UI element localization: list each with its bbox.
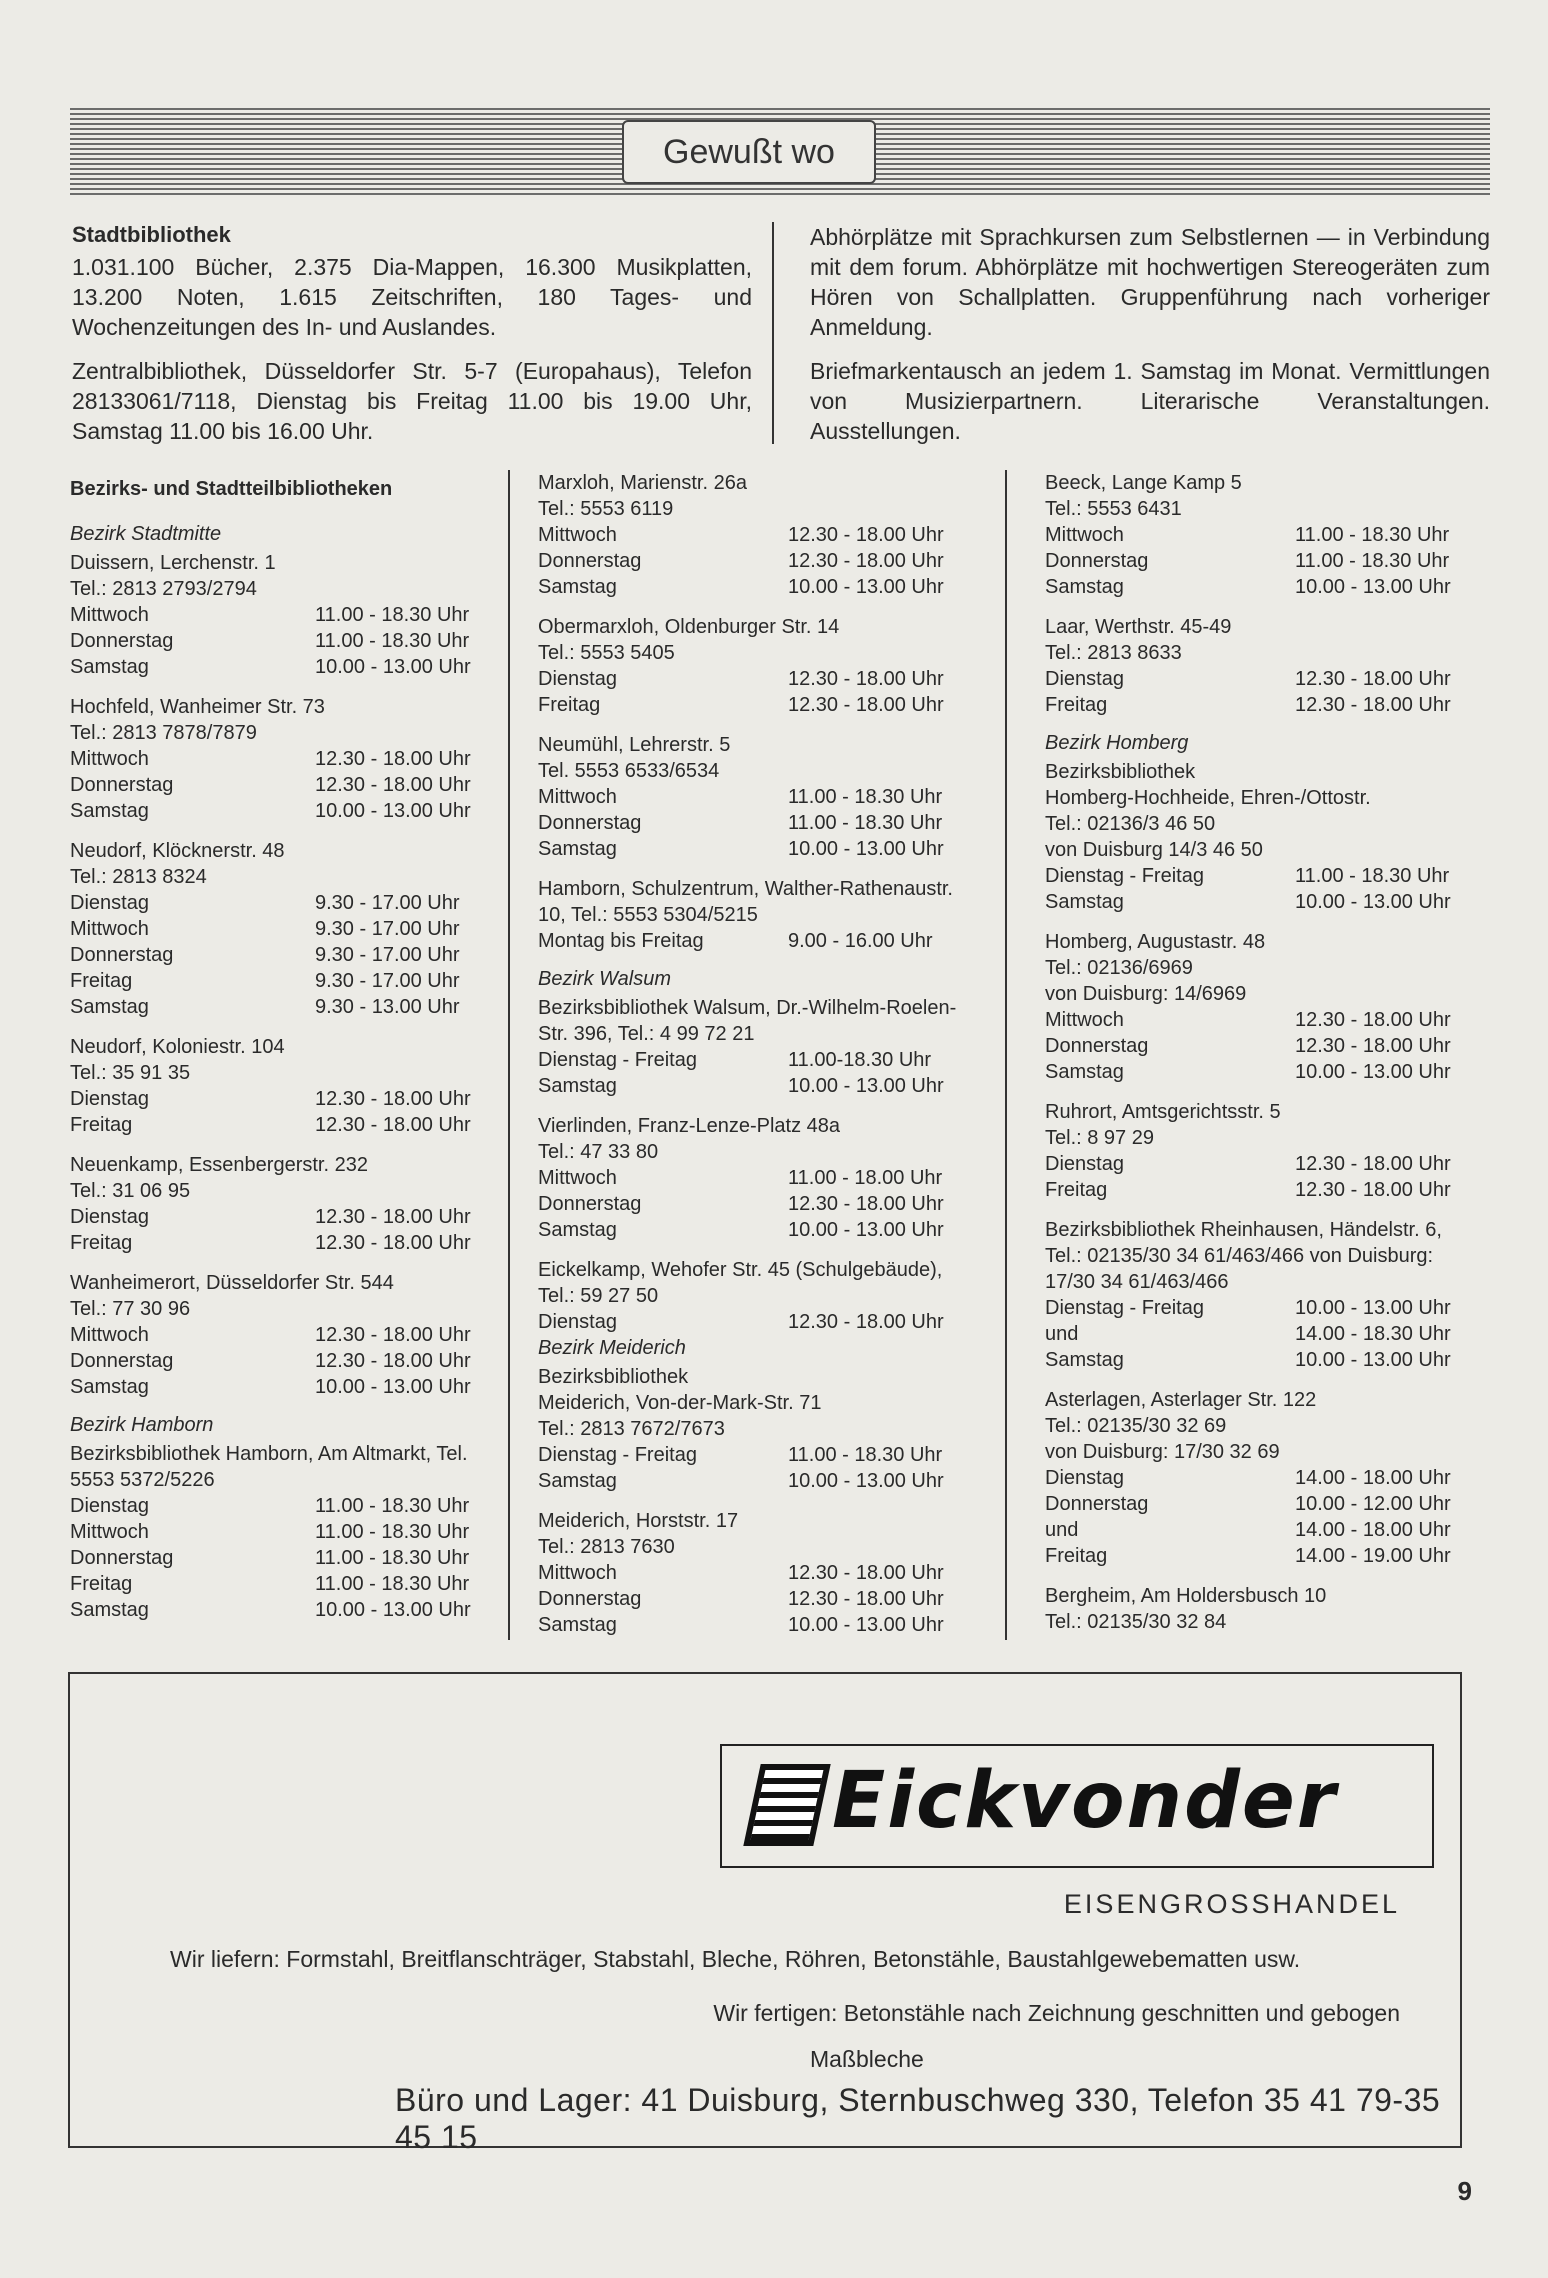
schedule-hours: 14.00 - 18.00 Uhr [1295, 1519, 1451, 1541]
schedule-row [538, 1586, 968, 1612]
schedule-day: Donnerstag [538, 812, 642, 834]
schedule-hours: 10.00 - 13.00 Uhr [1295, 1349, 1451, 1371]
schedule-row [538, 1165, 968, 1191]
schedule-day: Donnerstag [538, 1193, 642, 1215]
schedule-hours: 12.30 - 18.00 Uhr [1295, 1179, 1451, 1201]
stadtbibliothek-holdings: 1.031.100 Bücher, 2.375 Dia-Mappen, 16.300 Musikplatten, 13.200 Noten, 1.615 Zeitschriften, 180 Tages- und Wochenzeitungen des In- und Auslandes. [72, 254, 752, 340]
schedule-day: Samstag [1045, 576, 1124, 598]
company-subtitle: EISENGROSSHANDEL [1063, 1889, 1400, 1919]
schedule-row [538, 548, 968, 574]
library-column-2 [538, 470, 968, 1652]
schedule-hours: 12.30 - 18.00 Uhr [788, 694, 944, 716]
schedule-hours: 11.00 - 18.00 Uhr [788, 1167, 943, 1189]
schedule-hours: 9.30 - 17.00 Uhr [315, 944, 460, 966]
schedule-row [70, 798, 495, 824]
entry-address-line: Bezirksbibliothek Hamborn, Am Altmarkt, Tel. 5553 5372/5226 [70, 1443, 468, 1491]
entry-address-line: Tel.: 5553 6431 [1045, 498, 1182, 520]
schedule-row [1045, 1543, 1475, 1569]
entry-address-line: Bergheim, Am Holdersbusch 10 [1045, 1585, 1327, 1607]
library-column-3 [1045, 470, 1475, 1649]
library-entry [1045, 929, 1475, 1085]
entry-address-line: Tel.: 02136/3 46 50 [1045, 813, 1216, 835]
schedule-hours: 10.00 - 12.00 Uhr [1295, 1493, 1451, 1515]
stadtbibliothek-intro [72, 222, 752, 460]
schedule-hours: 9.30 - 17.00 Uhr [315, 892, 460, 914]
schedule-day: Mittwoch [1045, 524, 1124, 546]
schedule-row [1045, 666, 1475, 692]
page-title: Gewußt wo [622, 120, 876, 184]
schedule-row [70, 602, 495, 628]
library-entry [1045, 614, 1475, 718]
entry-address-line: Hochfeld, Wanheimer Str. 73 [70, 696, 325, 718]
library-entry [538, 1508, 968, 1638]
entry-address-line: Tel.: 35 91 35 [70, 1062, 191, 1084]
entry-address-line: Neudorf, Klöcknerstr. 48 [70, 840, 285, 862]
library-entry [538, 1364, 968, 1494]
schedule-day: Dienstag - Freitag [1045, 865, 1204, 887]
schedule-row [538, 928, 968, 954]
schedule-row [70, 654, 495, 680]
library-entry [70, 694, 495, 824]
schedule-row [70, 1112, 495, 1138]
schedule-day: Mittwoch [70, 918, 149, 940]
schedule-day: Dienstag [70, 1088, 149, 1110]
schedule-row [538, 522, 968, 548]
district-heading: Bezirk Meiderich [538, 1337, 686, 1359]
schedule-day: Donnerstag [1045, 1035, 1149, 1057]
schedule-row [538, 666, 968, 692]
logo-wordmark: Eickvonder [832, 1756, 1338, 1846]
schedule-row [70, 1204, 495, 1230]
schedule-row [1045, 1517, 1475, 1543]
library-entry [538, 614, 968, 718]
schedule-hours: 10.00 - 13.00 Uhr [788, 576, 944, 598]
schedule-day: Mittwoch [70, 1324, 149, 1346]
library-entry [1045, 1387, 1475, 1569]
schedule-row [538, 1612, 968, 1638]
schedule-row [538, 1309, 968, 1335]
schedule-row [1045, 692, 1475, 718]
listening-stations-info: Abhörplätze mit Sprachkursen zum Selbstlernen — in Verbindung mit dem forum. Abhörplätze mit hochwertigen Stereogeräten zum Hören von Schallplatten. Gruppenführung nach vorheriger Anmeldung. [810, 224, 1490, 340]
schedule-row [70, 890, 495, 916]
entry-address-line: von Duisburg 14/3 46 50 [1045, 839, 1263, 861]
entry-address-line: Tel.: 02136/6969 [1045, 957, 1193, 979]
schedule-hours: 11.00 - 18.30 Uhr [1295, 865, 1450, 887]
schedule-row [70, 1519, 495, 1545]
entry-address-line: Tel.: 2813 8633 [1045, 642, 1182, 664]
schedule-hours: 10.00 - 13.00 Uhr [315, 1376, 471, 1398]
entry-address-line: Neuenkamp, Essenbergerstr. 232 [70, 1154, 368, 1176]
schedule-row [70, 1597, 495, 1623]
library-entry [538, 732, 968, 862]
schedule-row [538, 1442, 968, 1468]
schedule-row [70, 1322, 495, 1348]
schedule-day: Dienstag [70, 1495, 149, 1517]
schedule-day: Samstag [538, 838, 617, 860]
schedule-day: Freitag [70, 1232, 133, 1254]
schedule-row [1045, 1033, 1475, 1059]
entry-address-line: Neumühl, Lehrerstr. 5 [538, 734, 731, 756]
schedule-row [1045, 1347, 1475, 1373]
schedule-hours: 11.00 - 18.30 Uhr [788, 1444, 943, 1466]
schedule-hours: 11.00 - 18.30 Uhr [315, 1573, 470, 1595]
entry-address-line: Wanheimerort, Düsseldorfer Str. 544 [70, 1272, 394, 1294]
schedule-hours: 14.00 - 18.00 Uhr [1295, 1467, 1451, 1489]
schedule-day: Mittwoch [538, 1167, 617, 1189]
stadtbibliothek-services [810, 222, 1490, 460]
schedule-hours: 12.30 - 18.00 Uhr [315, 774, 471, 796]
library-entry [70, 1034, 495, 1138]
schedule-row [1045, 1007, 1475, 1033]
schedule-row [70, 1348, 495, 1374]
page-number: 9 [1457, 2176, 1472, 2206]
library-entry [70, 1441, 495, 1623]
schedule-day: Mittwoch [538, 786, 617, 808]
entry-address-line: Homberg, Augustastr. 48 [1045, 931, 1266, 953]
column-divider [1005, 470, 1007, 1640]
library-entry [1045, 1099, 1475, 1203]
ad-services-extra: Maßbleche [810, 2046, 924, 2072]
schedule-hours: 10.00 - 13.00 Uhr [788, 1219, 944, 1241]
schedule-day: Samstag [538, 1075, 617, 1097]
entry-address-line: von Duisburg: 14/6969 [1045, 983, 1247, 1005]
library-entry [538, 1257, 968, 1335]
schedule-hours: 10.00 - 13.00 Uhr [788, 1470, 944, 1492]
schedule-hours: 11.00 - 18.30 Uhr [315, 604, 470, 626]
schedule-hours: 9.30 - 13.00 Uhr [315, 996, 460, 1018]
library-entry [538, 1113, 968, 1243]
schedule-day: Dienstag - Freitag [538, 1049, 697, 1071]
schedule-day: Samstag [70, 996, 149, 1018]
schedule-hours: 11.00 - 18.30 Uhr [788, 786, 943, 808]
schedule-hours: 12.30 - 18.00 Uhr [315, 1350, 471, 1372]
schedule-hours: 12.30 - 18.00 Uhr [315, 1324, 471, 1346]
ad-products: Wir liefern: Formstahl, Breitflanschträger, Stabstahl, Bleche, Röhren, Betonstähle, Baustahlgewebematten usw. [170, 1946, 1301, 1972]
entry-address-line: Eickelkamp, Wehofer Str. 45 (Schulgebäude), Tel.: 59 27 50 [538, 1259, 943, 1307]
entry-address-line: Vierlinden, Franz-Lenze-Platz 48a [538, 1115, 841, 1137]
schedule-day: Dienstag - Freitag [1045, 1297, 1204, 1319]
schedule-hours: 10.00 - 13.00 Uhr [315, 1599, 471, 1621]
district-heading: Bezirk Walsum [538, 968, 671, 990]
section-heading: Bezirks- und Stadtteilbibliotheken [70, 478, 393, 500]
schedule-row [538, 1468, 968, 1494]
entry-address-line: von Duisburg: 17/30 32 69 [1045, 1441, 1280, 1463]
schedule-row [70, 1230, 495, 1256]
schedule-hours: 12.30 - 18.00 Uhr [1295, 668, 1451, 690]
schedule-row [1045, 522, 1475, 548]
schedule-hours: 10.00 - 13.00 Uhr [1295, 891, 1451, 913]
schedule-row [1045, 548, 1475, 574]
schedule-hours: 12.30 - 18.00 Uhr [1295, 694, 1451, 716]
schedule-row [70, 942, 495, 968]
schedule-day: Mittwoch [70, 748, 149, 770]
schedule-hours: 14.00 - 19.00 Uhr [1295, 1545, 1451, 1567]
schedule-hours: 9.00 - 16.00 Uhr [788, 930, 933, 952]
schedule-hours: 12.30 - 18.00 Uhr [788, 1193, 944, 1215]
schedule-day: Mittwoch [1045, 1009, 1124, 1031]
library-entry [1045, 759, 1475, 915]
schedule-row [70, 1545, 495, 1571]
schedule-day: Donnerstag [70, 774, 174, 796]
schedule-day: Donnerstag [538, 550, 642, 572]
schedule-hours: 11.00 - 18.30 Uhr [788, 812, 943, 834]
schedule-hours: 10.00 - 13.00 Uhr [788, 1614, 944, 1636]
district-heading: Bezirk Hamborn [70, 1414, 214, 1436]
schedule-row [1045, 574, 1475, 600]
library-entry [1045, 1583, 1475, 1635]
schedule-hours: 12.30 - 18.00 Uhr [315, 1206, 471, 1228]
schedule-hours: 11.00 - 18.30 Uhr [1295, 524, 1450, 546]
schedule-hours: 12.30 - 18.00 Uhr [1295, 1035, 1451, 1057]
entry-address-line: Tel.: 77 30 96 [70, 1298, 191, 1320]
entry-address-line: Tel.: 8 97 29 [1045, 1127, 1154, 1149]
schedule-row [538, 692, 968, 718]
schedule-row [538, 1047, 968, 1073]
company-logo [720, 1744, 1434, 1868]
schedule-row [70, 1374, 495, 1400]
entry-address-line: Tel.: 2813 7878/7879 [70, 722, 257, 744]
schedule-day: Donnerstag [538, 1588, 642, 1610]
schedule-hours: 12.30 - 18.00 Uhr [1295, 1153, 1451, 1175]
entry-address-line: Meiderich, Von-der-Mark-Str. 71 [538, 1392, 822, 1414]
schedule-day: Dienstag [538, 1311, 617, 1333]
schedule-hours: 11.00 - 18.30 Uhr [315, 1547, 470, 1569]
schedule-row [538, 1073, 968, 1099]
schedule-day: Samstag [1045, 1061, 1124, 1083]
schedule-hours: 10.00 - 13.00 Uhr [1295, 1297, 1451, 1319]
schedule-row [70, 1571, 495, 1597]
library-entry [1045, 1217, 1475, 1373]
entry-address-line: Ruhrort, Amtsgerichtsstr. 5 [1045, 1101, 1281, 1123]
schedule-hours: 11.00 - 18.30 Uhr [1295, 550, 1450, 572]
entry-address-line: Marxloh, Marienstr. 26a [538, 472, 747, 494]
library-entry [70, 838, 495, 1020]
entry-address-line: Tel.: 2813 7630 [538, 1536, 675, 1558]
schedule-day: Donnerstag [70, 1350, 174, 1372]
entry-address-line: Beeck, Lange Kamp 5 [1045, 472, 1242, 494]
entry-address-line: Obermarxloh, Oldenburger Str. 14 [538, 616, 840, 638]
library-entry [70, 1152, 495, 1256]
library-entry [70, 550, 495, 680]
entry-address-line: Laar, Werthstr. 45-49 [1045, 616, 1232, 638]
schedule-row [70, 772, 495, 798]
schedule-row [1045, 1177, 1475, 1203]
schedule-row [70, 628, 495, 654]
schedule-hours: 10.00 - 13.00 Uhr [1295, 1061, 1451, 1083]
schedule-day: Mittwoch [538, 1562, 617, 1584]
entry-address-line: Asterlagen, Asterlager Str. 122 [1045, 1389, 1317, 1411]
schedule-hours: 12.30 - 18.00 Uhr [315, 1088, 471, 1110]
schedule-hours: 14.00 - 18.30 Uhr [1295, 1323, 1451, 1345]
schedule-day: Samstag [70, 1599, 149, 1621]
schedule-row [70, 916, 495, 942]
schedule-day: Freitag [538, 694, 601, 716]
schedule-day: Samstag [70, 800, 149, 822]
entry-address-line: Bezirksbibliothek [1045, 761, 1196, 783]
schedule-hours: 12.30 - 18.00 Uhr [788, 550, 944, 572]
schedule-row [1045, 1151, 1475, 1177]
schedule-hours: 12.30 - 18.00 Uhr [315, 748, 471, 770]
schedule-day: und [1045, 1519, 1079, 1541]
library-entry [538, 470, 968, 600]
zentralbibliothek-info: Zentralbibliothek, Düsseldorfer Str. 5-7 (Europahaus), Telefon 28133061/7118, Dienstag bis Freitag 11.00 bis 19.00 Uhr, Samstag 11.00 bis 16.00 Uhr. [72, 358, 752, 444]
schedule-day: Samstag [538, 1614, 617, 1636]
schedule-hours: 10.00 - 13.00 Uhr [315, 800, 471, 822]
schedule-hours: 12.30 - 18.00 Uhr [788, 1562, 944, 1584]
schedule-day: Mittwoch [70, 604, 149, 626]
library-column-1 [70, 470, 495, 1637]
schedule-row [1045, 1059, 1475, 1085]
schedule-row [1045, 1491, 1475, 1517]
schedule-row [70, 1493, 495, 1519]
entry-address-line: Bezirksbibliothek Walsum, Dr.-Wilhelm-Roelen-Str. 396, Tel.: 4 99 72 21 [538, 997, 957, 1045]
schedule-hours: 12.30 - 18.00 Uhr [1295, 1009, 1451, 1031]
schedule-day: Freitag [1045, 694, 1108, 716]
entry-address-line: Neudorf, Koloniestr. 104 [70, 1036, 285, 1058]
schedule-row [538, 836, 968, 862]
schedule-row [1045, 863, 1475, 889]
schedule-day: Dienstag [70, 1206, 149, 1228]
schedule-row [538, 1191, 968, 1217]
entry-address-line: Tel.: 2813 7672/7673 [538, 1418, 725, 1440]
entry-address-line: Tel.: 31 06 95 [70, 1180, 191, 1202]
schedule-day: Samstag [538, 1470, 617, 1492]
entry-address-line: Duissern, Lerchenstr. 1 [70, 552, 276, 574]
ad-address: Büro und Lager: 41 Duisburg, Sternbuschweg 330, Telefon 35 41 79-35 45 15 [395, 2082, 1441, 2155]
schedule-row [538, 1560, 968, 1586]
schedule-hours: 11.00 - 18.30 Uhr [315, 1521, 470, 1543]
column-divider [508, 470, 510, 1640]
stadtbibliothek-heading: Stadtbibliothek [72, 222, 231, 247]
schedule-row [1045, 1295, 1475, 1321]
district-heading: Bezirk Stadtmitte [70, 523, 222, 545]
schedule-hours: 12.30 - 18.00 Uhr [788, 524, 944, 546]
logo-e-icon [743, 1764, 830, 1846]
schedule-day: Mittwoch [538, 524, 617, 546]
schedule-hours: 11.00 - 18.30 Uhr [315, 1495, 470, 1517]
entry-address-line: Meiderich, Horststr. 17 [538, 1510, 739, 1532]
schedule-day: Freitag [70, 1573, 133, 1595]
entry-address-line: Homberg-Hochheide, Ehren-/Ottostr. [1045, 787, 1371, 809]
schedule-row [1045, 1465, 1475, 1491]
advertisement [68, 1672, 1462, 2155]
schedule-row [538, 1217, 968, 1243]
ad-services: Wir fertigen: Betonstähle nach Zeichnung geschnitten und gebogen [713, 2000, 1400, 2026]
schedule-day: Donnerstag [70, 1547, 174, 1569]
library-entry [70, 1270, 495, 1400]
schedule-day: Dienstag [1045, 668, 1124, 690]
schedule-day: Donnerstag [70, 944, 174, 966]
schedule-row [70, 968, 495, 994]
schedule-day: Freitag [70, 1114, 133, 1136]
schedule-row [1045, 889, 1475, 915]
entry-address-line: Tel.: 2813 2793/2794 [70, 578, 257, 600]
entry-address-line: Hamborn, Schulzentrum, Walther-Rathenaustr. 10, Tel.: 5553 5304/5215 [538, 878, 953, 926]
schedule-hours: 12.30 - 18.00 Uhr [788, 1588, 944, 1610]
schedule-day: Dienstag [538, 668, 617, 690]
schedule-day: Dienstag [70, 892, 149, 914]
schedule-hours: 10.00 - 13.00 Uhr [315, 656, 471, 678]
district-heading: Bezirk Homberg [1045, 732, 1189, 754]
entry-address-line: Tel.: 02135/30 32 69 [1045, 1415, 1227, 1437]
schedule-hours: 10.00 - 13.00 Uhr [788, 838, 944, 860]
schedule-day: Donnerstag [1045, 1493, 1149, 1515]
schedule-day: Samstag [538, 1219, 617, 1241]
schedule-row [1045, 1321, 1475, 1347]
schedule-day: und [1045, 1323, 1079, 1345]
schedule-day: Freitag [1045, 1179, 1108, 1201]
schedule-hours: 12.30 - 18.00 Uhr [315, 1114, 471, 1136]
schedule-day: Montag bis Freitag [538, 930, 704, 952]
schedule-row [538, 574, 968, 600]
entry-address-line: Bezirksbibliothek Rheinhausen, Händelstr. 6, Tel.: 02135/30 34 61/463/466 von Duisburg: 17/30 34 61/463/466 [1045, 1219, 1442, 1293]
events-info: Briefmarkentausch an jedem 1. Samstag im Monat. Vermittlungen von Musizierpartnern. Literarische Veranstaltungen. Ausstellungen. [810, 358, 1490, 444]
schedule-day: Donnerstag [1045, 550, 1149, 572]
entry-address-line: Bezirksbibliothek [538, 1366, 689, 1388]
schedule-day: Samstag [70, 1376, 149, 1398]
schedule-day: Dienstag [1045, 1153, 1124, 1175]
entry-address-line: Tel.: 5553 5405 [538, 642, 675, 664]
library-entry [538, 995, 968, 1099]
schedule-row [70, 1086, 495, 1112]
entry-address-line: Tel.: 47 33 80 [538, 1141, 659, 1163]
schedule-hours: 11.00-18.30 Uhr [788, 1049, 932, 1071]
schedule-row [70, 994, 495, 1020]
schedule-day: Dienstag - Freitag [538, 1444, 697, 1466]
schedule-day: Samstag [1045, 1349, 1124, 1371]
schedule-hours: 12.30 - 18.00 Uhr [788, 1311, 944, 1333]
schedule-row [538, 810, 968, 836]
schedule-row [538, 784, 968, 810]
entry-address-line: Tel.: 5553 6119 [538, 498, 674, 520]
column-divider [772, 222, 774, 444]
schedule-day: Samstag [1045, 891, 1124, 913]
schedule-hours: 11.00 - 18.30 Uhr [315, 630, 470, 652]
schedule-hours: 9.30 - 17.00 Uhr [315, 918, 460, 940]
schedule-hours: 10.00 - 13.00 Uhr [788, 1075, 944, 1097]
schedule-day: Donnerstag [70, 630, 174, 652]
schedule-day: Freitag [1045, 1545, 1108, 1567]
entry-address-line: Tel.: 2813 8324 [70, 866, 207, 888]
schedule-day: Freitag [70, 970, 133, 992]
schedule-day: Mittwoch [70, 1521, 149, 1543]
schedule-hours: 12.30 - 18.00 Uhr [315, 1232, 471, 1254]
schedule-hours: 12.30 - 18.00 Uhr [788, 668, 944, 690]
schedule-hours: 10.00 - 13.00 Uhr [1295, 576, 1451, 598]
schedule-day: Dienstag [1045, 1467, 1124, 1489]
entry-address-line: Tel. 5553 6533/6534 [538, 760, 720, 782]
schedule-hours: 9.30 - 17.00 Uhr [315, 970, 460, 992]
entry-address-line: Tel.: 02135/30 32 84 [1045, 1611, 1227, 1633]
schedule-row [70, 746, 495, 772]
schedule-day: Samstag [70, 656, 149, 678]
library-entry [1045, 470, 1475, 600]
schedule-day: Samstag [538, 576, 617, 598]
library-entry [538, 876, 968, 954]
